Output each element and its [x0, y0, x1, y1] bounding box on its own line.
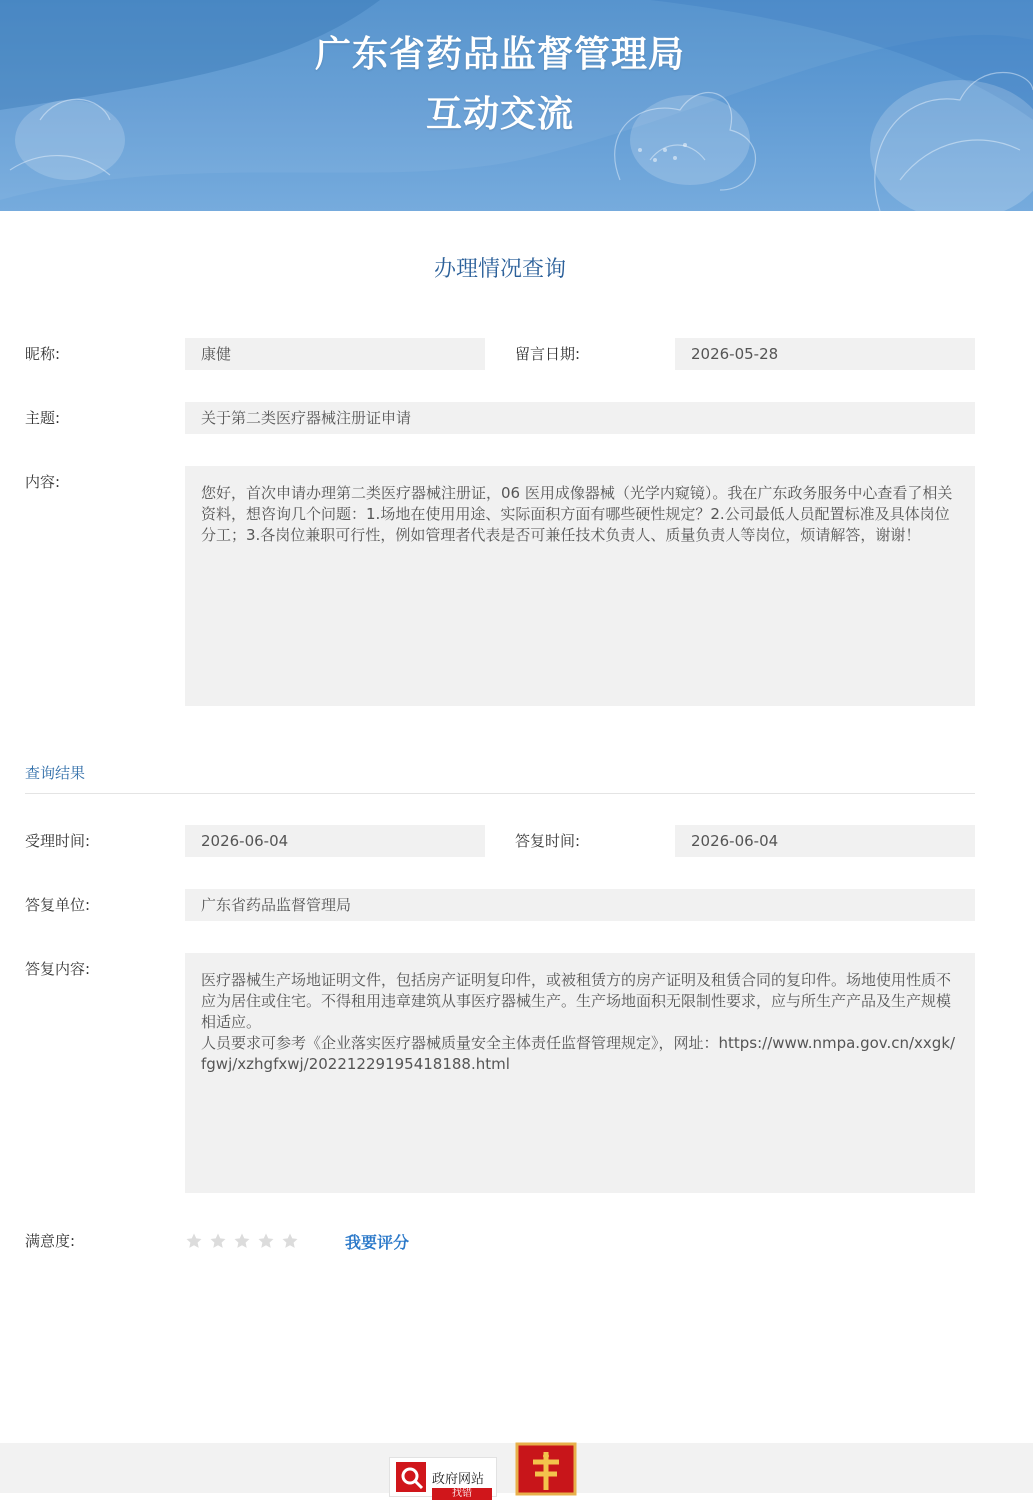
star-rating[interactable]: [185, 1232, 299, 1250]
star-icon[interactable]: [281, 1232, 299, 1250]
subject-label: 主题:: [25, 409, 61, 427]
nickname-field: 康健: [185, 338, 485, 370]
subject-field: 关于第二类医疗器械注册证申请: [185, 402, 975, 434]
star-icon[interactable]: [257, 1232, 275, 1250]
reply-unit-field: 广东省药品监督管理局: [185, 889, 975, 921]
header-banner: [0, 0, 1033, 211]
site-subtitle: 互动交流: [425, 94, 574, 135]
page-title: 办理情况查询: [433, 257, 566, 282]
nickname-label: 昵称:: [25, 345, 61, 363]
message-date-field: 2026-05-28: [675, 338, 975, 370]
gov-badge-sub: 找错: [432, 1488, 492, 1500]
reply-paragraph-1: 医疗器械生产场地证明文件，包括房产证明复印件，或被租赁方的房产证明及租赁合同的复印件。场地使用性质不应为居住或住宅。不得租用违章建筑从事医疗器械生产。生产场地面积无限制性要求，应与所生产产品及生产规模相适应。: [201, 971, 952, 1031]
satisfaction-label: 满意度:: [25, 1232, 76, 1250]
reply-time-field: 2026-06-04: [675, 825, 975, 857]
site-title: 广东省药品监督管理局: [314, 34, 685, 75]
rate-button[interactable]: 我要评分: [345, 1233, 410, 1252]
gov-badge-text: 政府网站: [432, 1472, 485, 1487]
party-emblem-icon[interactable]: [513, 1444, 579, 1494]
reply-content-label: 答复内容:: [25, 960, 91, 978]
reply-unit-label: 答复单位:: [25, 896, 91, 914]
star-icon[interactable]: [185, 1232, 203, 1250]
reply-content-field: [185, 953, 975, 1193]
content-field: 您好，首次申请办理第二类医疗器械注册证，06 医用成像器械（光学内窥镜）。我在广东政务服务中心查看了相关资料，想咨询几个问题：1.场地在使用用途、实际面积方面有哪些硬性规定？2.公司最低人员配置标准及具体岗位分工；3.各岗位兼职可行性，例如管理者代表是否可兼任技术负责人、质量负责人等岗位，烦请解答，谢谢！: [185, 466, 975, 706]
message-date-label: 留言日期:: [515, 345, 581, 363]
reply-time-label: 答复时间:: [515, 832, 581, 850]
reply-paragraph-2: 人员要求可参考《企业落实医疗器械质量安全主体责任监督管理规定》，网址：https://www.nmpa.gov.cn/xxgk/fgwj/xzhgfxwj/20221229195418188.html: [201, 1034, 956, 1073]
accept-time-field: 2026-06-04: [185, 825, 485, 857]
magnifier-icon: [396, 1462, 428, 1494]
content-label: 内容:: [25, 473, 61, 491]
gov-site-error-badge[interactable]: [389, 1457, 497, 1497]
star-icon[interactable]: [233, 1232, 251, 1250]
section-divider: [25, 793, 975, 794]
star-icon[interactable]: [209, 1232, 227, 1250]
footer: [0, 1443, 1033, 1499]
accept-time-label: 受理时间:: [25, 832, 91, 850]
result-section-title: 查询结果: [25, 764, 86, 782]
